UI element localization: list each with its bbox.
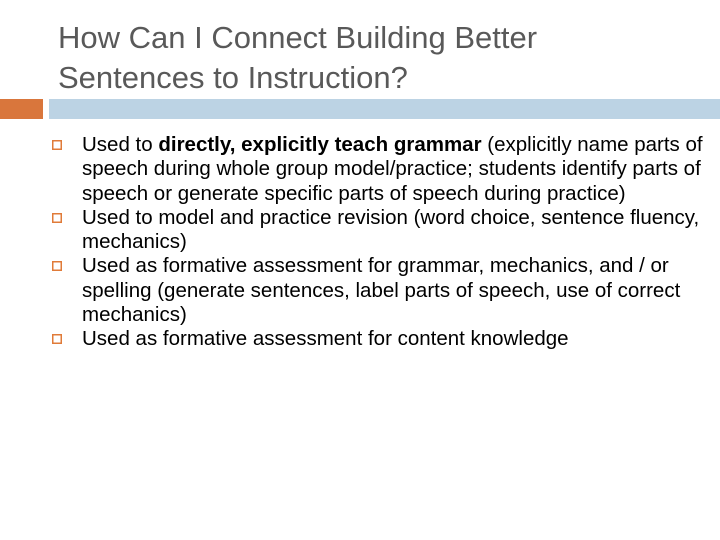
bullet-text: Used as formative assessment for grammar, mechanics, and / or spelling (generate sentences, label parts of speech, use of correct mechanics) [82, 254, 681, 327]
bullet-list [46, 133, 706, 352]
accent-bar-right [49, 99, 720, 119]
bullet-text: Used to model and practice revision (word choice, sentence fluency, mechanics) [82, 205, 700, 254]
bullet-item [46, 254, 706, 327]
bullet-text: (explicitly name parts of speech during whole group model/practice; students identify parts of speech or generate specific parts of speech during practice) [82, 133, 703, 205]
bullet-item [46, 133, 706, 206]
slide-title-line-1: How Can I Connect Building Better [58, 20, 538, 55]
bullet-text-bold: directly, explicitly teach grammar [158, 133, 482, 156]
slide-title [58, 18, 698, 98]
hollow-square-bullet-icon [52, 213, 62, 223]
hollow-square-bullet-icon [52, 261, 62, 271]
bullet-text: Used as formative assessment for content knowledge [82, 327, 569, 351]
bullet-text: Used to [82, 133, 159, 156]
bullet-item [46, 327, 706, 351]
accent-bar-left [0, 99, 43, 119]
slide-title-line-2: Sentences to Instruction? [58, 60, 408, 95]
hollow-square-bullet-icon [52, 140, 62, 150]
hollow-square-bullet-icon [52, 334, 62, 344]
bullet-item [46, 206, 706, 255]
